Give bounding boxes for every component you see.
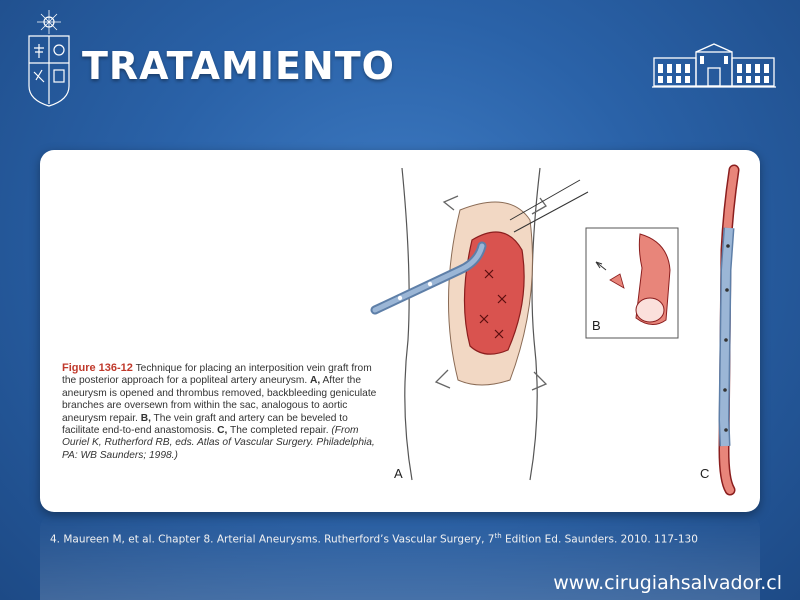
caption-c-label: C, [217, 425, 228, 437]
caption-text-4: The completed repair. [227, 425, 332, 437]
slide-title: TRATAMIENTO [82, 44, 395, 88]
reference-text-after: Edition Ed. Saunders. 2010. 117-130 [501, 533, 698, 546]
reference-superscript: th [494, 532, 502, 540]
panel-a-label: A [394, 466, 403, 481]
panel-a-leg-drawing [375, 168, 588, 480]
figure-caption [62, 362, 380, 462]
figure-card [40, 150, 760, 512]
caption-text-3: The vein graft and artery can be beveled to facilitate end-to-end anastomosis. [62, 412, 348, 437]
caption-a-label: A, [310, 375, 321, 387]
caption-text-1: Technique for placing an interposition vein graft from the posterior approach for a popliteal artery aneurysm. [62, 363, 372, 387]
reference-text-before: 4. Maureen M, et al. Chapter 8. Arterial Aneurysms. Rutherford’s Vascular Surgery, 7 [50, 533, 495, 546]
figure-label: Figure 136-12 [62, 362, 133, 374]
caption-source: (From Ouriel K, Rutherford RB, eds. Atlas of Vascular Surgery. Philadelphia, PA: WB Saunders; 1998.) [62, 425, 375, 461]
panel-c-repair [723, 170, 734, 490]
caption-b-label: B, [140, 412, 151, 424]
panel-b-label: B [592, 318, 601, 333]
university-shield-logo [24, 8, 74, 108]
panel-c-label: C [700, 466, 710, 481]
website-url: www.cirugiahsalvador.cl [553, 572, 782, 594]
hospital-building-logo [652, 40, 776, 90]
bibliographic-reference [50, 532, 698, 546]
caption-text-2: After the aneurysm is opened and thrombus removed, backbleeding geniculate branches are oversewn from within the sac, analogous to aortic aneurysm repair. [62, 375, 377, 424]
